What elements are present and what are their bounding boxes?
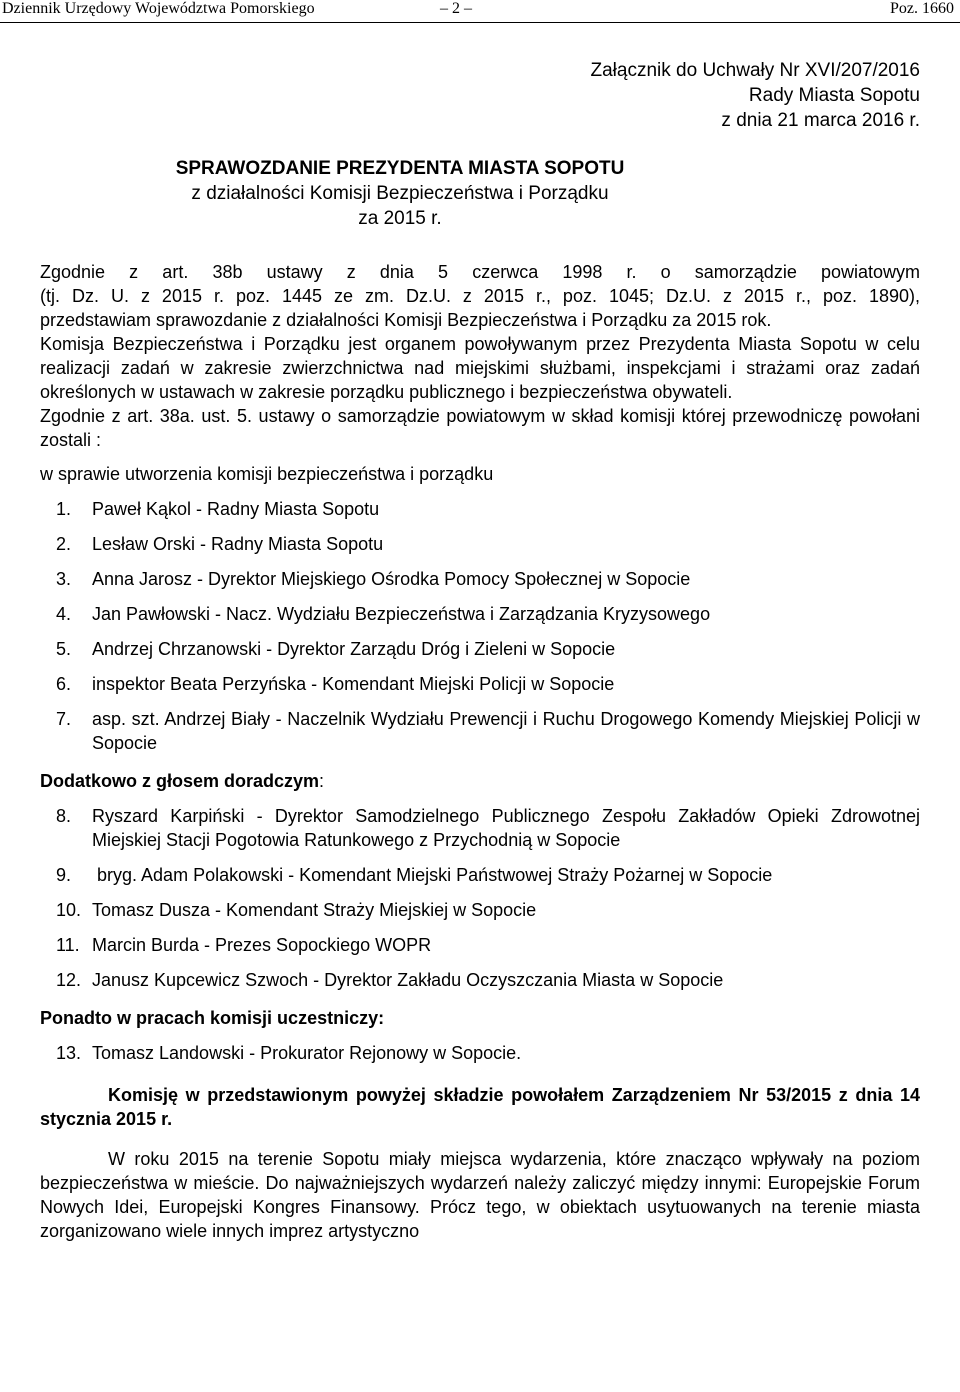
list-item bbox=[40, 672, 920, 696]
advisory-heading-colon: : bbox=[319, 771, 325, 791]
item-text: Andrzej Chrzanowski - Dyrektor Zarządu Dróg i Zieleni w Sopocie bbox=[92, 639, 616, 659]
list-item bbox=[40, 933, 920, 957]
list-item bbox=[40, 898, 920, 922]
list-item bbox=[40, 863, 920, 887]
closing-paragraph: W roku 2015 na terenie Sopotu miały miejsca wydarzenia, które znacząco wpływały na poziom bezpieczeństwa w mieście. Do najważniejszych wydarzeń należy zaliczyć między innymi: Europejskie Forum Nowych Idei, Europejski Kongres Finansowy. Prócz tego, w obiektach usytuowanych na terenie miasta zorganizowano wiele innych imprez artystyczno bbox=[40, 1149, 920, 1241]
journal-title: Dziennik Urzędowy Województwa Pomorskiego bbox=[2, 0, 315, 17]
list-item bbox=[40, 804, 920, 852]
item-number: 6. bbox=[56, 674, 72, 694]
item-text: Tomasz Dusza - Komendant Straży Miejskiej w Sopocie bbox=[92, 900, 537, 920]
position-number: Poz. 1660 bbox=[890, 0, 954, 17]
item-text: inspektor Beata Perzyńska - Komendant Miejski Policji w Sopocie bbox=[92, 674, 615, 694]
composition-intro: Zgodnie z art. 38a. ust. 5. ustawy o samorządzie powiatowym w skład komisji której przewodniczę powołani zostali : bbox=[40, 406, 920, 450]
item-text: Tomasz Landowski - Prokurator Rejonowy w Sopocie. bbox=[92, 1043, 522, 1063]
item-number: 9. bbox=[56, 865, 72, 885]
intro-line-3: przedstawiam sprawozdanie z działalności Komisji Bezpieczeństwa i Porządku za 2015 rok. bbox=[40, 310, 772, 330]
title-sub-1: z działalności Komisji Bezpieczeństwa i Porządku bbox=[191, 183, 609, 204]
item-number: 3. bbox=[56, 569, 72, 589]
list-item bbox=[40, 532, 920, 556]
item-number: 4. bbox=[56, 604, 72, 624]
item-text: Janusz Kupcewicz Szwoch - Dyrektor Zakładu Oczyszczania Miasta w Sopocie bbox=[92, 970, 724, 990]
list-item bbox=[40, 602, 920, 626]
list-item bbox=[40, 637, 920, 661]
item-text: Jan Pawłowski - Nacz. Wydziału Bezpieczeństwa i Zarządzania Kryzysowego bbox=[92, 604, 711, 624]
commission-description: Komisja Bezpieczeństwa i Porządku jest organem powoływanym przez Prezydenta Miasta Sopotu w celu realizacji zadań w zakresie zwierzchnictwa nad miejskimi służbami, inspekcjami i strażami oraz zadań określonych w ustawach w zakresie porządku publicznego i bezpieczeństwa obywateli. bbox=[40, 334, 920, 402]
item-number: 7. bbox=[56, 709, 72, 729]
title-sub-2: za 2015 r. bbox=[358, 208, 442, 229]
list-item bbox=[40, 1041, 920, 1065]
item-text: bryg. Adam Polakowski - Komendant Miejski Państwowej Straży Pożarnej w Sopocie bbox=[92, 865, 773, 885]
item-number: 10. bbox=[56, 900, 82, 920]
attachment-line-2: Rady Miasta Sopotu bbox=[748, 85, 920, 106]
advisory-list bbox=[40, 804, 920, 992]
item-text: Ryszard Karpiński - Dyrektor Samodzielnego Publicznego Zespołu Zakładów Opieki Zdrowotnej Miejskiej Stacji Pogotowia Ratunkowego z Przychodnią w Sopocie bbox=[92, 806, 920, 850]
item-number: 2. bbox=[56, 534, 72, 554]
attachment-line-1: Załącznik do Uchwały Nr XVI/207/2016 bbox=[590, 60, 920, 81]
item-text: Anna Jarosz - Dyrektor Miejskiego Ośrodka Pomocy Społecznej w Sopocie bbox=[92, 569, 691, 589]
advisory-heading bbox=[40, 769, 920, 793]
intro-line-2: (tj. Dz. U. z 2015 r. poz. 1445 ze zm. Dz.U. z 2015 r., poz. 1045; Dz.U. z 2015 r., poz. 1890), bbox=[40, 286, 920, 306]
item-number: 12. bbox=[56, 970, 82, 990]
title-main: SPRAWOZDANIE PREZYDENTA MIASTA SOPOTU bbox=[175, 158, 625, 179]
participants-list bbox=[40, 1041, 920, 1065]
document-body bbox=[40, 260, 920, 1243]
list-item bbox=[40, 497, 920, 521]
item-text: asp. szt. Andrzej Biały - Naczelnik Wydziału Prewencji i Ruchu Drogowego Komendy Miejskiej Policji w Sopocie bbox=[92, 709, 920, 753]
item-number: 8. bbox=[56, 806, 72, 826]
item-number: 5. bbox=[56, 639, 72, 659]
report-title bbox=[40, 156, 760, 231]
item-number: 11. bbox=[56, 935, 80, 955]
intro-line-1: Zgodnie z art. 38b ustawy z dnia 5 czerwca 1998 r. o samorządzie powiatowym bbox=[40, 262, 920, 282]
item-text: Lesław Orski - Radny Miasta Sopotu bbox=[92, 534, 384, 554]
list-item bbox=[40, 707, 920, 755]
item-text: Marcin Burda - Prezes Sopockiego WOPR bbox=[92, 935, 432, 955]
participants-heading: Ponadto w pracach komisji uczestniczy: bbox=[40, 1008, 385, 1028]
list-item bbox=[40, 968, 920, 992]
attachment-note bbox=[591, 58, 921, 133]
appointment-statement: Komisję w przedstawionym powyżej składzie powołałem Zarządzeniem Nr 53/2015 z dnia 14 stycznia 2015 r. bbox=[40, 1085, 920, 1129]
journal-header bbox=[0, 0, 960, 23]
item-number: 13. bbox=[56, 1043, 82, 1063]
item-text: Paweł Kąkol - Radny Miasta Sopotu bbox=[92, 499, 380, 519]
establishment-note: w sprawie utworzenia komisji bezpieczeństwa i porządku bbox=[40, 464, 494, 484]
attachment-line-3: z dnia 21 marca 2016 r. bbox=[721, 110, 920, 131]
list-item bbox=[40, 567, 920, 591]
advisory-heading-text: Dodatkowo z głosem doradczym bbox=[40, 771, 320, 791]
members-list bbox=[40, 497, 920, 755]
item-number: 1. bbox=[56, 499, 72, 519]
page-number: – 2 – bbox=[440, 0, 472, 17]
